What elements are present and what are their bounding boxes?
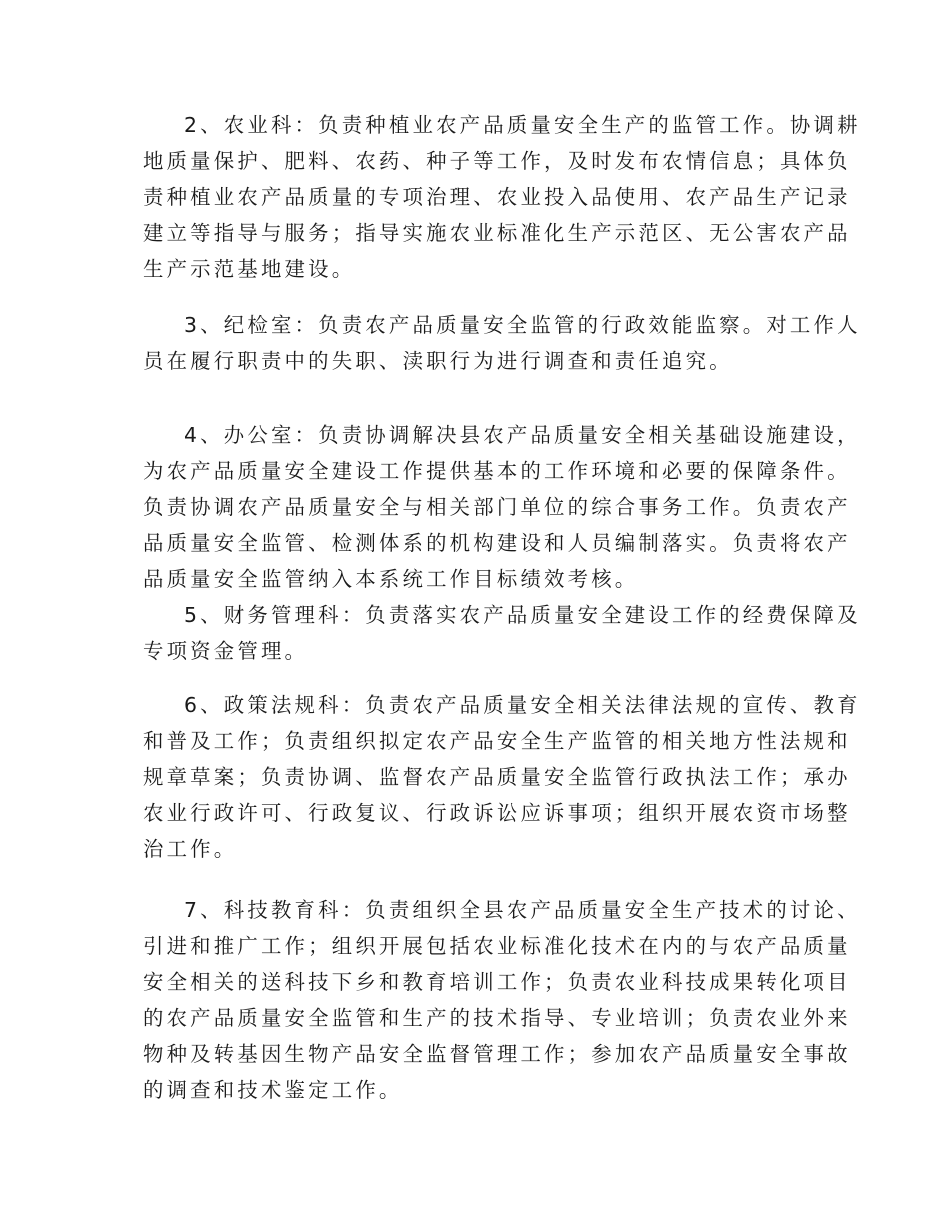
text-line: 品质量安全监管、检测体系的机构建设和人员编制落实。负责将农产 xyxy=(143,531,851,555)
text-line: 安全相关的送科技下乡和教育培训工作；负责农业科技成果转化项目 xyxy=(143,970,851,994)
text-line: 生产示范基地建设。 xyxy=(143,257,356,281)
text-line: 品质量安全监管纳入本系统工作目标绩效考核。 xyxy=(143,567,639,591)
text-line: 引进和推广工作；组织开展包括农业标准化技术在内的与农产品质量 xyxy=(143,934,851,958)
text-line: 负责协调农产品质量安全与相关部门单位的综合事务工作。负责农产 xyxy=(143,495,851,519)
text-line: 3、纪检室：负责农产品质量安全监管的行政效能监察。对工作人 xyxy=(184,313,861,337)
text-line: 6、政策法规科：负责农产品质量安全相关法律法规的宣传、教育 xyxy=(184,693,861,717)
text-line: 5、财务管理科：负责落实农产品质量安全建设工作的经费保障及 xyxy=(184,603,861,627)
text-line: 2、农业科：负责种植业农产品质量安全生产的监管工作。协调耕 xyxy=(184,113,861,137)
text-line: 专项资金管理。 xyxy=(143,639,309,663)
text-line: 治工作。 xyxy=(143,837,238,861)
text-line: 为农产品质量安全建设工作提供基本的工作环境和必要的保障条件。 xyxy=(143,459,851,483)
text-line: 地质量保护、肥料、农药、种子等工作，及时发布农情信息；具体负 xyxy=(143,149,851,173)
text-line: 建立等指导与服务；指导实施农业标准化生产示范区、无公害农产品 xyxy=(143,221,851,245)
text-line: 农业行政许可、行政复议、行政诉讼应诉事项；组织开展农资市场整 xyxy=(143,801,851,825)
text-line: 7、科技教育科：负责组织全县农产品质量安全生产技术的讨论、 xyxy=(184,898,861,922)
text-line: 和普及工作；负责组织拟定农产品安全生产监管的相关地方性法规和 xyxy=(143,729,851,753)
text-line: 4、办公室：负责协调解决县农产品质量安全相关基础设施建设， xyxy=(184,423,861,447)
text-line: 物种及转基因生物产品安全监督管理工作；参加农产品质量安全事故 xyxy=(143,1042,851,1066)
text-line: 的农产品质量安全监管和生产的技术指导、专业培训；负责农业外来 xyxy=(143,1006,851,1030)
text-line: 规章草案；负责协调、监督农产品质量安全监管行政执法工作；承办 xyxy=(143,765,851,789)
text-line: 员在履行职责中的失职、渎职行为进行调查和责任追究。 xyxy=(143,349,733,373)
text-line: 责种植业农产品质量的专项治理、农业投入品使用、农产品生产记录 xyxy=(143,185,851,209)
text-line: 的调查和技术鉴定工作。 xyxy=(143,1078,403,1102)
